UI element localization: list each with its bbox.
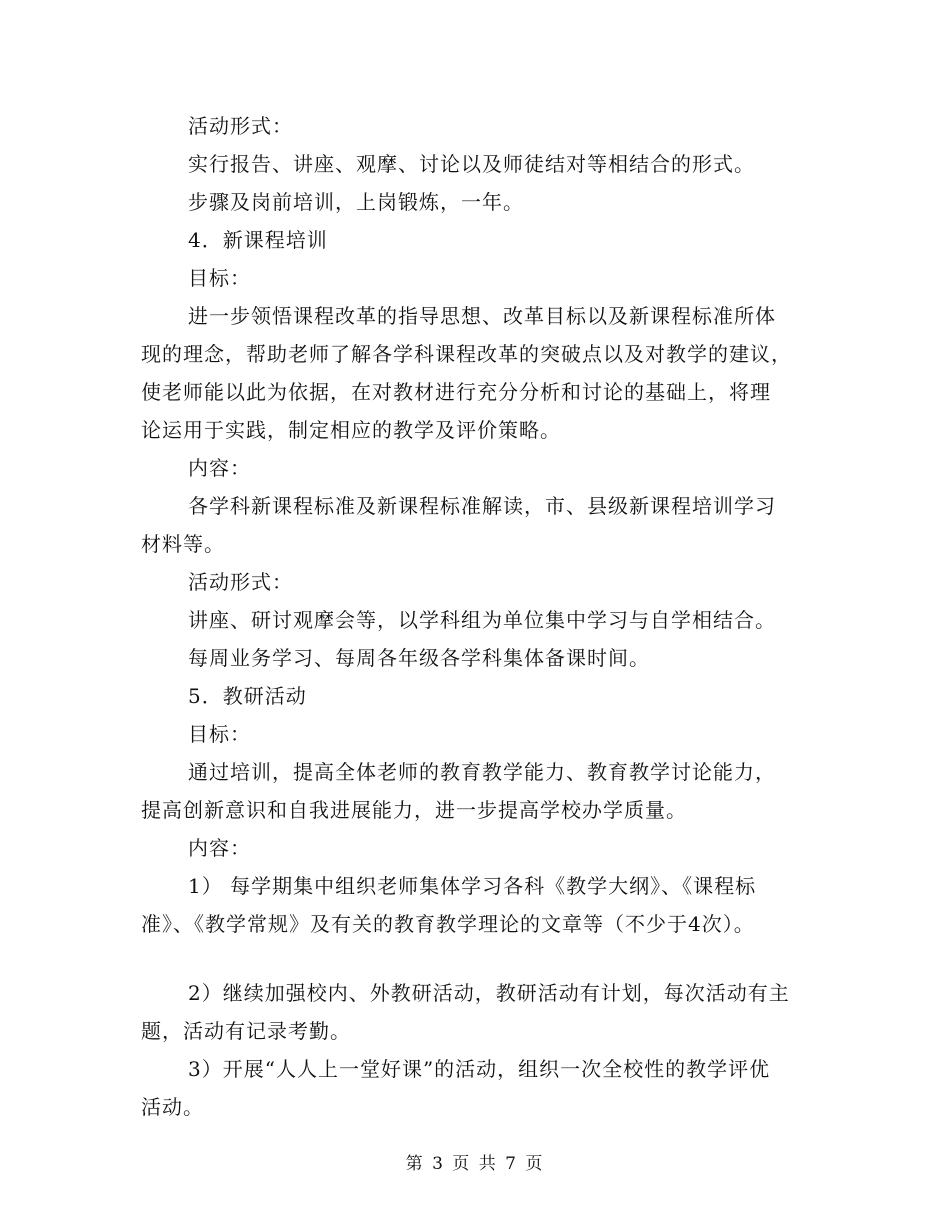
list-item-line: 2）继续加强校内、外教研活动，教研活动有计划，每次活动有主 [188, 981, 790, 1005]
list-item-line: 准》、《教学常规》及有关的教育教学理论的文章等（不少于4次）。 [141, 912, 755, 936]
paragraph-line: 进一步领悟课程改革的指导思想、改革目标以及新课程标准所体 [188, 304, 776, 328]
heading-content: 内容： [188, 836, 251, 860]
paragraph-line: 通过培训，提高全体老师的教育教学能力、教育教学讨论能力， [188, 760, 776, 784]
list-item-line: 3）开展“人人上一堂好课”的活动，组织一次全校性的教学评优 [188, 1057, 771, 1081]
page-number-footer: 第 3 页 共 7 页 [405, 1154, 545, 1174]
list-item-line: 1） 每学期集中组织老师集体学习各科《教学大纲》、《课程标 [188, 874, 757, 898]
paragraph-line: 论运用于实践，制定相应的教学及评价策略。 [141, 418, 561, 442]
heading-activity-form: 活动形式： [188, 570, 293, 594]
heading-content: 内容： [188, 456, 251, 480]
paragraph-line: 步骤及岗前培训，上岗锻炼，一年。 [188, 190, 524, 214]
paragraph-line: 实行报告、讲座、观摩、讨论以及师徒结对等相结合的形式。 [188, 152, 755, 176]
heading-goal: 目标： [188, 722, 251, 746]
list-item-line: 题，活动有记录考勤。 [141, 1019, 351, 1043]
paragraph-line: 各学科新课程标准及新课程标准解读，市、县级新课程培训学习 [188, 494, 776, 518]
heading-goal: 目标： [188, 266, 251, 290]
paragraph-line: 每周业务学习、每周各年级各学科集体备课时间。 [188, 646, 650, 670]
paragraph-line: 讲座、研讨观摩会等，以学科组为单位集中学习与自学相结合。 [188, 608, 776, 632]
heading-activity-form: 活动形式： [188, 114, 293, 138]
section-heading-teaching-research: 5．教研活动 [188, 684, 307, 708]
paragraph-line: 使老师能以此为依据，在对教材进行充分分析和讨论的基础上，将理 [141, 380, 771, 404]
paragraph-line: 提高创新意识和自我进展能力，进一步提高学校办学质量。 [141, 798, 687, 822]
list-item-line: 活动。 [141, 1095, 204, 1119]
section-heading-new-curriculum: 4．新课程培训 [188, 228, 328, 252]
paragraph-line: 现的理念，帮助老师了解各学科课程改革的突破点以及对教学的建议， [141, 342, 792, 366]
paragraph-line: 材料等。 [141, 532, 225, 556]
